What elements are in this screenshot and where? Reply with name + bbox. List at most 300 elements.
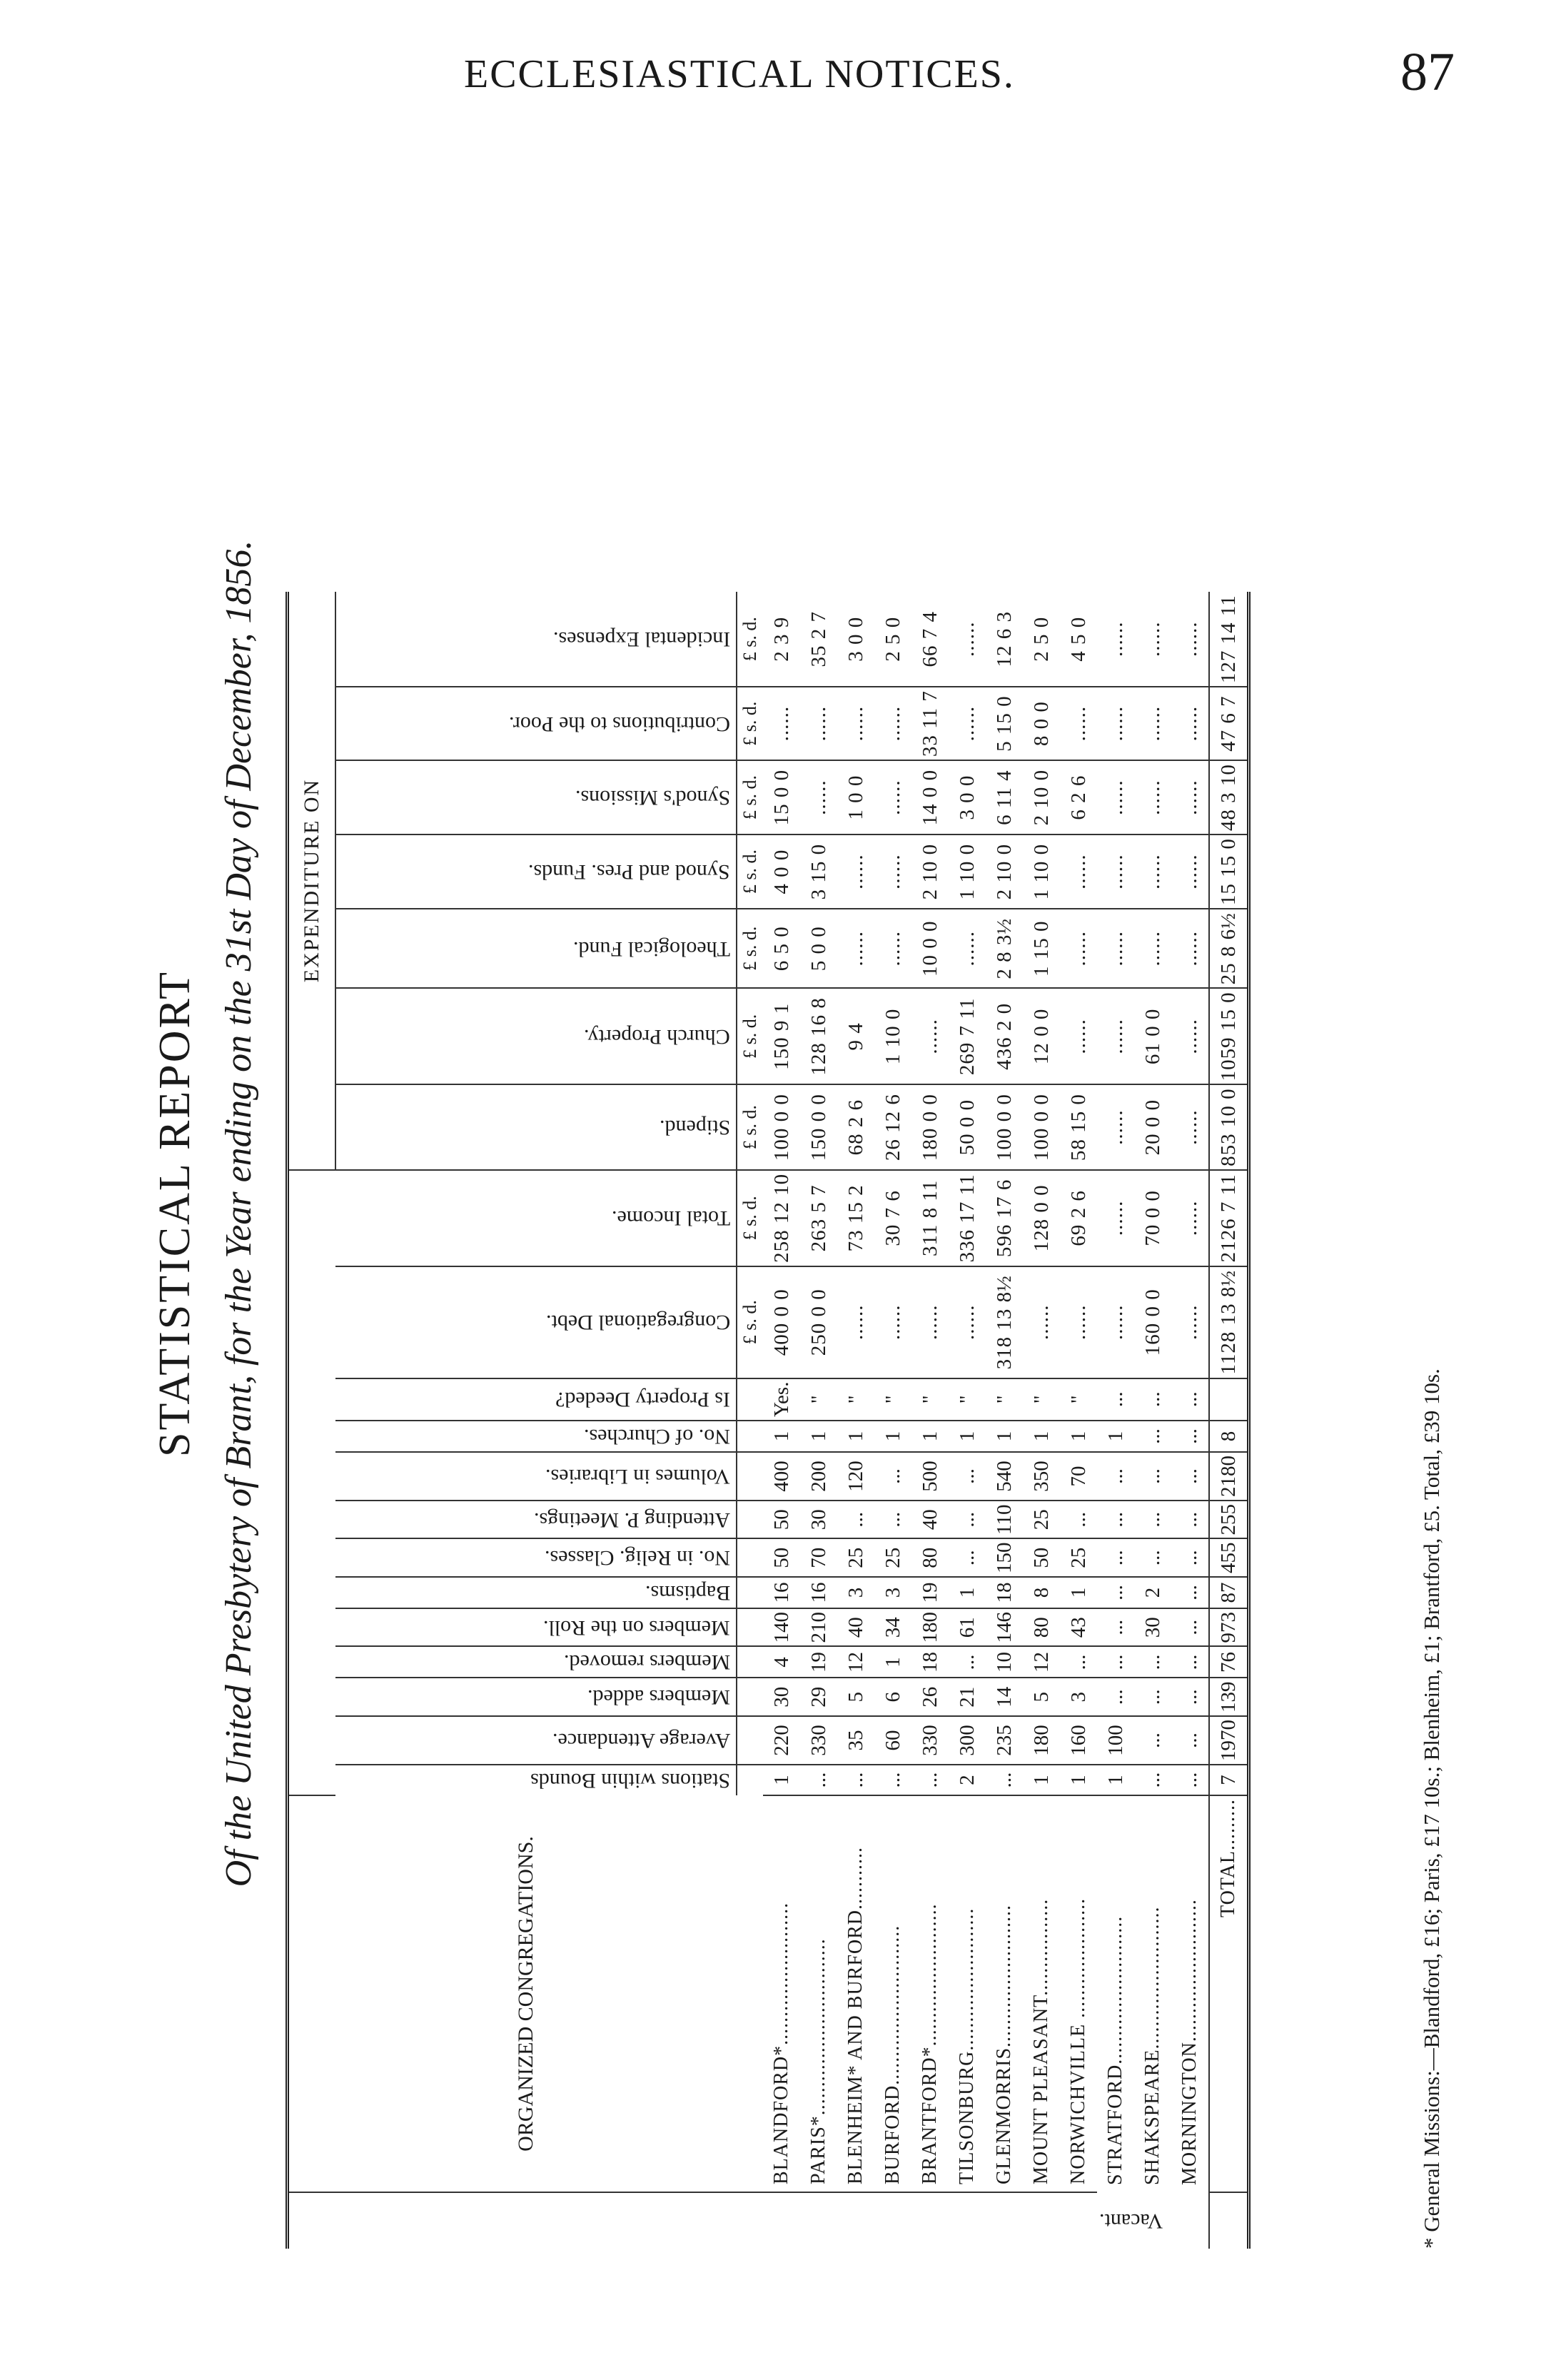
table-cell: ......: [949, 909, 986, 988]
table-cell: 1: [1060, 1577, 1097, 1608]
total-cell: 7: [1209, 1765, 1249, 1795]
total-cell: 127 14 11: [1209, 592, 1249, 687]
total-cell: 139: [1209, 1678, 1249, 1717]
vacant-label-text: Vacant.: [1099, 2209, 1163, 2233]
statistics-table: [286, 592, 1251, 2249]
column-header: [335, 1647, 737, 1678]
table-cell: ...: [911, 1765, 949, 1795]
table-cell: 34: [874, 1608, 911, 1647]
table-cell: 1 10 0: [949, 834, 986, 909]
table-cell: ......: [874, 834, 911, 909]
table-cell: 25: [837, 1539, 874, 1578]
table-cell: 160: [1060, 1716, 1097, 1765]
unit-cell: £ s. d.: [737, 988, 763, 1084]
column-header-label: Stations within Bounds: [530, 1769, 730, 1792]
table-cell: 80: [1023, 1608, 1060, 1647]
table-cell: ...: [1097, 1608, 1134, 1647]
table-cell: 80: [911, 1539, 949, 1578]
column-header-label: Members on the Roll.: [543, 1615, 730, 1640]
table-cell: 2 5 0: [874, 592, 911, 687]
unit-cell: £ s. d.: [737, 834, 763, 909]
table-cell: 180: [911, 1608, 949, 1647]
total-cell: 853 10 0: [1209, 1084, 1249, 1170]
total-cell: 455: [1209, 1539, 1249, 1578]
column-header: [335, 1421, 737, 1452]
table-cell: 400: [763, 1452, 800, 1501]
table-cell: ......: [1060, 1266, 1097, 1378]
table-cell: 3: [874, 1577, 911, 1608]
table-cell: ......: [1023, 1266, 1060, 1378]
table-row: [1134, 592, 1171, 2249]
table-cell: 1 0 0: [837, 760, 874, 834]
table-cell: 1: [763, 1421, 800, 1452]
table-cell: ......: [1097, 909, 1134, 988]
table-cell: ......: [837, 1266, 874, 1378]
table-cell: ......: [1134, 687, 1171, 760]
table-cell: 2: [1134, 1577, 1171, 1608]
column-header: [335, 1084, 737, 1170]
column-header: [335, 1539, 737, 1578]
table-cell: 30: [800, 1501, 837, 1539]
table-cell: 2 10 0: [911, 834, 949, 909]
table-cell: ......: [1171, 834, 1209, 909]
table-cell: 5: [1023, 1678, 1060, 1717]
table-cell: 14 0 0: [911, 760, 949, 834]
congregations-header: ORGANIZED CONGREGATIONS.: [288, 1795, 764, 2192]
table-cell: ......: [1060, 834, 1097, 909]
page-number: 87: [1400, 42, 1455, 102]
table-cell: 128 0 0: [1023, 1170, 1060, 1266]
column-header-label: Congregational Debt.: [545, 1311, 730, 1335]
unit-cell: [737, 1421, 763, 1452]
table-cell: 50 0 0: [949, 1084, 986, 1170]
congregation-name: BLENHEIM* AND BURFORD...........: [837, 1795, 874, 2192]
table-cell: 150 0 0: [800, 1084, 837, 1170]
table-cell: 200: [800, 1452, 837, 1501]
table-cell: ...: [1134, 1501, 1171, 1539]
table-cell: ......: [1171, 1170, 1209, 1266]
table-cell: ......: [949, 1266, 986, 1378]
table-cell: ": [837, 1378, 874, 1421]
table-cell: 9 4: [837, 988, 874, 1084]
table-cell: ...: [1171, 1716, 1209, 1765]
table-cell: 300: [949, 1716, 986, 1765]
table-row: [800, 592, 837, 2249]
unit-cell: [737, 1378, 763, 1421]
table-cell: 1: [1097, 1421, 1134, 1452]
table-cell: 1: [1023, 1421, 1060, 1452]
table-cell: ...: [1171, 1452, 1209, 1501]
column-header: [335, 1266, 737, 1378]
table-cell: ...: [1171, 1678, 1209, 1717]
blank-cell: [1023, 2192, 1060, 2249]
table-cell: 180 0 0: [911, 1084, 949, 1170]
table-cell: ...: [1171, 1501, 1209, 1539]
table-cell: 1: [1060, 1765, 1097, 1795]
table-cell: 43: [1060, 1608, 1097, 1647]
column-header: [335, 1765, 737, 1795]
table-cell: ...: [1097, 1678, 1134, 1717]
table-cell: ......: [949, 592, 986, 687]
table-cell: 69 2 6: [1060, 1170, 1097, 1266]
table-cell: 596 17 6: [986, 1170, 1023, 1266]
congregation-name: MORNINGTON.........................: [1178, 1899, 1201, 2185]
table-cell: 4 0 0: [763, 834, 800, 909]
table-cell: ...: [1171, 1539, 1209, 1578]
total-cell: 255: [1209, 1501, 1249, 1539]
total-cell: 76: [1209, 1647, 1249, 1678]
table-cell: ...: [1060, 1647, 1097, 1678]
table-cell: 61 0 0: [1134, 988, 1171, 1084]
table-cell: 73 15 2: [837, 1170, 874, 1266]
vacant-column-head: [288, 2192, 764, 2249]
column-header: [335, 760, 737, 834]
table-cell: 15 0 0: [763, 760, 800, 834]
table-cell: 16: [763, 1577, 800, 1608]
blank-cell: [911, 2192, 949, 2249]
total-label: TOTAL.........: [1209, 1795, 1249, 2192]
total-cell: 1970: [1209, 1716, 1249, 1765]
table-row: [949, 592, 986, 2249]
blank-cell: [1209, 2192, 1249, 2249]
unit-cell: £ s. d.: [737, 909, 763, 988]
table-cell: 110: [986, 1501, 1023, 1539]
table-cell: 5 15 0: [986, 687, 1023, 760]
table-cell: ...: [1171, 1765, 1209, 1795]
table-cell: 6: [874, 1678, 911, 1717]
table-cell: ......: [1171, 909, 1209, 988]
table-cell: 330: [800, 1716, 837, 1765]
table-cell: ...: [1097, 1452, 1134, 1501]
table-cell: ": [1060, 1378, 1097, 1421]
column-header-label: Synod's Missions.: [575, 786, 730, 810]
table-row: [1097, 592, 1134, 2249]
table-cell: ......: [1097, 1084, 1134, 1170]
table-cell: ...: [1134, 1452, 1171, 1501]
table-cell: ......: [1171, 687, 1209, 760]
congregation-name: PARIS*...............................: [800, 1795, 837, 2192]
table-cell: 58 15 0: [1060, 1084, 1097, 1170]
table-cell: 436 2 0: [986, 988, 1023, 1084]
column-header-label: Average Attendance.: [552, 1729, 730, 1753]
table-cell: ...: [949, 1539, 986, 1578]
table-cell: 26 12 6: [874, 1084, 911, 1170]
table-cell: 35 2 7: [800, 592, 837, 687]
table-cell: ......: [1171, 592, 1209, 687]
table-cell: ": [874, 1378, 911, 1421]
total-cell: [1209, 1378, 1249, 1421]
table-cell: ......: [1097, 1170, 1134, 1266]
column-header: [335, 1716, 737, 1765]
table-row: [1171, 592, 1209, 2249]
table-cell: ...: [1171, 1647, 1209, 1678]
column-header-label: Attending P. Meetings.: [534, 1508, 730, 1532]
table-cell: 4 5 0: [1060, 592, 1097, 687]
table-cell: ......: [763, 687, 800, 760]
table-cell: ......: [1134, 909, 1171, 988]
table-cell: 1: [800, 1421, 837, 1452]
column-header: [335, 1170, 737, 1266]
rotated-report: [136, 157, 1470, 2270]
table-cell: 40: [837, 1608, 874, 1647]
table-cell: 540: [986, 1452, 1023, 1501]
table-cell: 8 0 0: [1023, 687, 1060, 760]
blank-cell: [874, 2192, 911, 2249]
table-cell: 220: [763, 1716, 800, 1765]
column-header-label: Theological Fund.: [573, 937, 730, 961]
table-cell: ...: [874, 1765, 911, 1795]
table-cell: ......: [837, 834, 874, 909]
table-cell: 50: [763, 1539, 800, 1578]
table-cell: ...: [949, 1452, 986, 1501]
unit-cell: [737, 1678, 763, 1717]
table-cell: 146: [986, 1608, 1023, 1647]
column-header: [335, 1678, 737, 1717]
total-cell: 973: [1209, 1608, 1249, 1647]
blank-cell: [986, 2192, 1023, 2249]
table-cell: ...: [1097, 1501, 1134, 1539]
table-cell: 2 10 0: [1023, 760, 1060, 834]
table-cell: 210: [800, 1608, 837, 1647]
unit-cell: [737, 1608, 763, 1647]
table-cell: 70: [800, 1539, 837, 1578]
table-row: [763, 592, 800, 2249]
table-cell: 6 2 6: [1060, 760, 1097, 834]
table-cell: 12 0 0: [1023, 988, 1060, 1084]
table-cell: ...: [1097, 1539, 1134, 1578]
total-cell: 2180: [1209, 1452, 1249, 1501]
congregation-name: TILSONBURG.........................: [949, 1795, 986, 2192]
table-cell: ...: [1134, 1421, 1171, 1452]
table-cell: ": [911, 1378, 949, 1421]
table-cell: ......: [1060, 687, 1097, 760]
table-cell: 18: [986, 1577, 1023, 1608]
table-cell: 1: [763, 1765, 800, 1795]
table-cell: 269 7 11: [949, 988, 986, 1084]
report-subtitle: Of the United Presbytery of Brant, for the Year ending on the 31st Day of December, 1856.: [218, 540, 259, 1887]
page-header: [0, 0, 1566, 136]
table-cell: ...: [1060, 1501, 1097, 1539]
column-header: [335, 592, 737, 687]
table-cell: ......: [874, 909, 911, 988]
table-cell: 1: [1097, 1765, 1134, 1795]
table-cell: ......: [1097, 834, 1134, 909]
table-cell: 30: [1134, 1608, 1171, 1647]
column-header-label: Total Income.: [611, 1206, 730, 1231]
table-cell: ...: [1171, 1608, 1209, 1647]
table-cell: ...: [986, 1765, 1023, 1795]
table-cell: 336 17 11: [949, 1170, 986, 1266]
table-cell: 4: [763, 1647, 800, 1678]
table-row: [874, 592, 911, 2249]
table-cell: 150: [986, 1539, 1023, 1578]
table-cell: ......: [1097, 592, 1134, 687]
table-cell: ......: [800, 760, 837, 834]
table-cell: ......: [1134, 760, 1171, 834]
table-cell: ...: [1097, 1378, 1134, 1421]
table-cell: 500: [911, 1452, 949, 1501]
table-cell: ...: [1171, 1577, 1209, 1608]
table-row: [1023, 592, 1060, 2249]
unit-cell: [737, 1765, 763, 1795]
table-cell: 5 0 0: [800, 909, 837, 988]
table-cell: Yes.: [763, 1378, 800, 1421]
column-header: [335, 687, 737, 760]
table-cell: ...: [837, 1501, 874, 1539]
table-cell: 6 5 0: [763, 909, 800, 988]
table-cell: ": [986, 1378, 1023, 1421]
table-cell: ......: [837, 687, 874, 760]
unit-cell: [737, 1501, 763, 1539]
unit-cell: [737, 1716, 763, 1765]
table-cell: 33 11 7: [911, 687, 949, 760]
unit-cell: [737, 1647, 763, 1678]
table-cell: 3: [837, 1577, 874, 1608]
table-cell: 8: [1023, 1577, 1060, 1608]
table-cell: ": [949, 1378, 986, 1421]
column-header-label: Is Property Deeded?: [555, 1388, 730, 1412]
table-cell: 1: [911, 1421, 949, 1452]
total-row: [1209, 592, 1249, 2249]
table-cell: 5: [837, 1678, 874, 1717]
total-cell: 47 6 7: [1209, 687, 1249, 760]
table-cell: ......: [1097, 1266, 1134, 1378]
unit-cell: £ s. d.: [737, 1266, 763, 1378]
table-cell: 10 0 0: [911, 909, 949, 988]
unit-cell: £ s. d.: [737, 760, 763, 834]
column-header: [335, 1501, 737, 1539]
table-cell: 12: [837, 1647, 874, 1678]
table-cell: ...: [949, 1501, 986, 1539]
table-cell: 19: [800, 1647, 837, 1678]
table-cell: 25: [1060, 1539, 1097, 1578]
table-cell: 35: [837, 1716, 874, 1765]
table-cell: 311 8 11: [911, 1170, 949, 1266]
expenditure-group-header: EXPENDITURE ON: [288, 592, 336, 1170]
unit-cell: £ s. d.: [737, 687, 763, 760]
table-cell: 2 8 3½: [986, 909, 1023, 988]
column-header-label: Members added.: [587, 1685, 730, 1710]
spacer-head: [288, 1170, 336, 1795]
column-header: [335, 834, 737, 909]
table-cell: 66 7 4: [911, 592, 949, 687]
table-cell: 12 6 3: [986, 592, 1023, 687]
table-cell: ...: [1134, 1378, 1171, 1421]
column-header-label: Members removed.: [563, 1650, 730, 1675]
table-cell: 70 0 0: [1134, 1170, 1171, 1266]
blank-cell: [800, 2192, 837, 2249]
table-cell: ......: [1060, 988, 1097, 1084]
table-cell: 68 2 6: [837, 1084, 874, 1170]
report-title: STATISTICAL REPORT: [151, 970, 199, 1457]
table-cell: 3: [1060, 1678, 1097, 1717]
column-header-label: Church Property.: [584, 1024, 730, 1049]
column-header-label: Volumes in Libraries.: [545, 1465, 730, 1488]
table-cell: ......: [1134, 834, 1171, 909]
table-cell: ...: [1134, 1765, 1171, 1795]
total-cell: 25 8 6½: [1209, 909, 1249, 988]
table-cell: 26: [911, 1678, 949, 1717]
table-cell: 3 15 0: [800, 834, 837, 909]
table-cell: ...: [1171, 1378, 1209, 1421]
table-cell: ...: [1134, 1539, 1171, 1578]
blank-cell: [837, 2192, 874, 2249]
table-cell: ......: [1134, 592, 1171, 687]
column-header: [335, 909, 737, 988]
footnote: * General Missions:—Blandford, £16; Paris, £17 10s.; Blenheim, £1; Brantford, £5. Total, £39 10s.: [1419, 1368, 1444, 2249]
congregation-name: SHAKSPEARE.........................: [1141, 1906, 1163, 2185]
table-cell: 100: [1097, 1716, 1134, 1765]
table-cell: 258 12 10: [763, 1170, 800, 1266]
table-cell: 1: [874, 1421, 911, 1452]
table-cell: 2 3 9: [763, 592, 800, 687]
table-cell: 318 13 8½: [986, 1266, 1023, 1378]
table-cell: ......: [1171, 1266, 1209, 1378]
running-head: ECCLESIASTICAL NOTICES.: [464, 52, 1015, 96]
table-cell: 250 0 0: [800, 1266, 837, 1378]
table-cell: 1 10 0: [1023, 834, 1060, 909]
table-cell: 1: [986, 1421, 1023, 1452]
table-cell: ......: [1097, 760, 1134, 834]
table-row: [1060, 592, 1097, 2249]
table-cell: ......: [874, 1266, 911, 1378]
table-cell: ......: [1171, 988, 1209, 1084]
table-cell: ......: [874, 687, 911, 760]
table-cell: ...: [800, 1765, 837, 1795]
table-cell: 1: [949, 1421, 986, 1452]
table-cell: 40: [911, 1501, 949, 1539]
table-cell: ...: [874, 1501, 911, 1539]
table-cell: 263 5 7: [800, 1170, 837, 1266]
total-cell: 1059 15 0: [1209, 988, 1249, 1084]
column-header-label: Stipend.: [659, 1116, 730, 1140]
table-cell: 30 7 6: [874, 1170, 911, 1266]
table-cell: 1: [837, 1421, 874, 1452]
table-cell: 25: [1023, 1501, 1060, 1539]
table-cell: 2: [949, 1765, 986, 1795]
table-cell: 1 10 0: [874, 988, 911, 1084]
column-header-label: No. in Relig. Classes.: [545, 1546, 730, 1570]
column-header: [335, 988, 737, 1084]
column-header: [335, 1608, 737, 1647]
blank-cell: [949, 2192, 986, 2249]
table-cell: 14: [986, 1678, 1023, 1717]
table-cell: 120: [837, 1452, 874, 1501]
table-cell: ......: [837, 909, 874, 988]
unit-cell: [737, 1577, 763, 1608]
table-cell: 30: [763, 1678, 800, 1717]
vacant-label: [1060, 2192, 1209, 2249]
table-cell: 100 0 0: [986, 1084, 1023, 1170]
unit-cell: £ s. d.: [737, 592, 763, 687]
table-cell: ...: [1134, 1716, 1171, 1765]
column-header: [335, 1577, 737, 1608]
table-cell: 1: [1023, 1765, 1060, 1795]
table-cell: ......: [949, 687, 986, 760]
table-cell: 20 0 0: [1134, 1084, 1171, 1170]
table-row: [986, 592, 1023, 2249]
table-cell: ...: [949, 1647, 986, 1678]
column-header-label: Baptisms.: [645, 1581, 730, 1605]
table-cell: ......: [1060, 909, 1097, 988]
table-cell: ": [800, 1378, 837, 1421]
table-cell: 25: [874, 1539, 911, 1578]
table-cell: 235: [986, 1716, 1023, 1765]
column-header-label: Incidental Expenses.: [552, 627, 730, 652]
table-cell: 1: [1060, 1421, 1097, 1452]
table-cell: 180: [1023, 1716, 1060, 1765]
table-cell: ...: [1097, 1577, 1134, 1608]
